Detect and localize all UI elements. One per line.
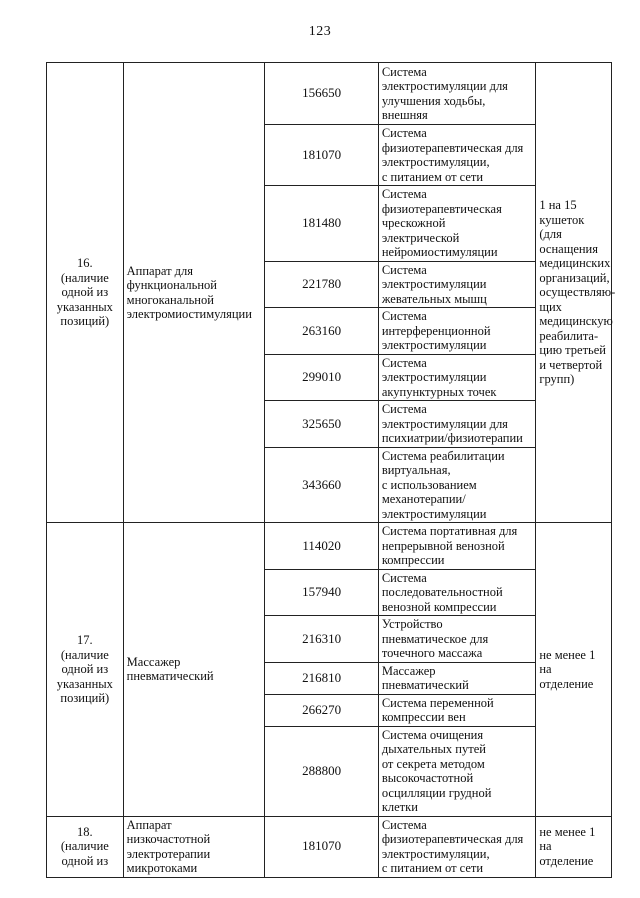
equipment-description: Система электростимуляции жевательных мышц (378, 261, 536, 308)
table-row (47, 63, 612, 125)
table-body (47, 63, 616, 878)
equipment-description: Система электростимуляции акупунктурных точек (378, 354, 536, 401)
equipment-description: Система портативная для непрерывной венозной компрессии (378, 523, 536, 570)
equipment-code: 181070 (265, 816, 378, 877)
group-number: 18. (наличие одной из (47, 816, 124, 877)
group-number: 17. (наличие одной из указанных позиций) (47, 523, 124, 817)
equipment-name: Массажер пневматический (123, 523, 265, 817)
equipment-description: Система физиотерапевтическая для электростимуляции, с питанием от сети (378, 125, 536, 186)
equipment-code: 156650 (265, 63, 378, 125)
equipment-description: Система интерференционной электростимуляции (378, 308, 536, 355)
equipment-name: Аппарат для функциональной многоканальной электромиостимуляции (123, 63, 265, 523)
equipment-code: 266270 (265, 694, 378, 726)
equipment-description: Система последовательностной венозной компрессии (378, 569, 536, 616)
table-row (47, 523, 612, 570)
equipment-description: Система переменной компрессии вен (378, 694, 536, 726)
equipment-code: 325650 (265, 401, 378, 448)
equipment-code: 157940 (265, 569, 378, 616)
equipment-code: 181480 (265, 186, 378, 262)
group-number: 16. (наличие одной из указанных позиций) (47, 63, 124, 523)
equipment-code: 263160 (265, 308, 378, 355)
required-quantity: не менее 1 на отделение (536, 816, 612, 877)
equipment-description: Система электростимуляции для психиатрии/физиотерапии (378, 401, 536, 448)
equipment-description: Система очищения дыхательных путей от секрета методом высокочастотной осцилляции грудной клетки (378, 726, 536, 816)
table-row (47, 816, 612, 877)
equipment-code: 221780 (265, 261, 378, 308)
equipment-code: 299010 (265, 354, 378, 401)
required-quantity: 1 на 15 кушеток (для оснащения медицинских организаций, осуществляю- щих медицинскую реабилита- цию третьей и четвертой групп) (536, 63, 612, 523)
equipment-name: Аппарат низкочастотной электротерапии микротоками (123, 816, 265, 877)
equipment-description: Устройство пневматическое для точечного массажа (378, 616, 536, 663)
required-quantity: не менее 1 на отделение (536, 523, 612, 817)
equipment-code: 288800 (265, 726, 378, 816)
equipment-code: 216310 (265, 616, 378, 663)
equipment-description: Система электростимуляции для улучшения ходьбы, внешняя (378, 63, 536, 125)
equipment-code: 343660 (265, 447, 378, 523)
page-number: 123 (308, 24, 332, 39)
equipment-description: Система реабилитации виртуальная, с использованием механотерапии/ электростимуляции (378, 447, 536, 523)
equipment-description: Система физиотерапевтическая чрескожной электрической нейромиостимуляции (378, 186, 536, 262)
equipment-code: 216810 (265, 662, 378, 694)
equipment-description: Система физиотерапевтическая для электростимуляции, с питанием от сети (378, 816, 536, 877)
equipment-table (46, 62, 616, 878)
equipment-description: Массажер пневматический (378, 662, 536, 694)
equipment-code: 181070 (265, 125, 378, 186)
equipment-code: 114020 (265, 523, 378, 570)
